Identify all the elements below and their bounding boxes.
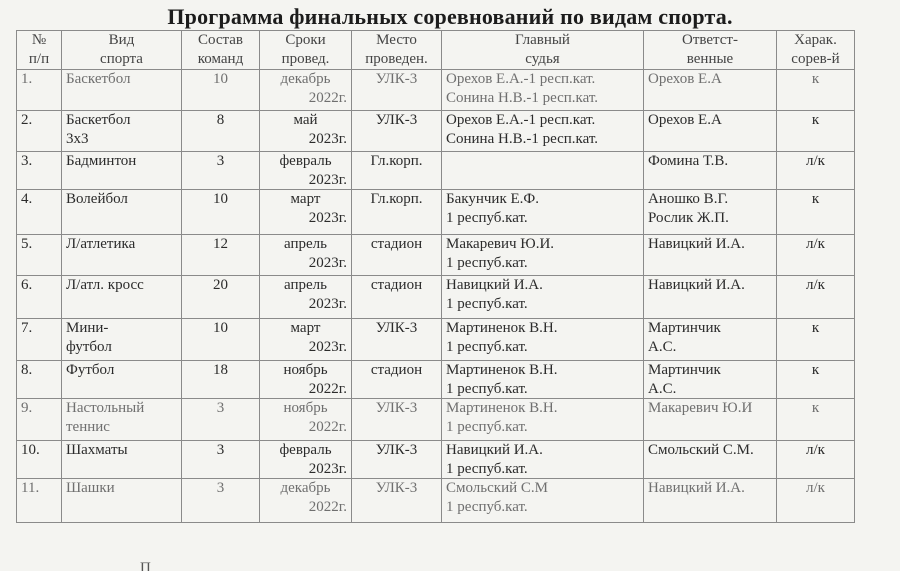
cell-text: ноябрь [283, 362, 328, 378]
cell-text: Сонина Н.В.-1 респ.кат. [446, 130, 599, 147]
cell-responsible [644, 479, 777, 523]
header-text: проведен. [365, 51, 428, 67]
cell-text: март [290, 320, 321, 336]
cell-sport [62, 319, 182, 361]
cell-num: 4. [17, 190, 62, 235]
header-text: судья [525, 51, 560, 67]
cell-dates [260, 235, 352, 276]
header-text: Место [376, 32, 417, 48]
cell-place: Гл.корп. [352, 190, 442, 235]
cell-num: 5. [17, 235, 62, 276]
cell-dates [260, 441, 352, 479]
header-place [352, 31, 442, 70]
cell-text: Сонина Н.В.-1 респ.кат. [446, 89, 599, 106]
cell-text: 2023г. [308, 209, 347, 226]
cell-judge [442, 441, 644, 479]
cell-judge [442, 70, 644, 111]
cell-text: Навицкий И.А. [648, 277, 745, 293]
cell-num: 3. [17, 152, 62, 190]
cell-text: Орехов Е.А [648, 71, 722, 87]
cell-judge [442, 111, 644, 152]
cell-teams: 3 [182, 399, 260, 441]
cell-responsible [644, 111, 777, 152]
cell-teams: 3 [182, 441, 260, 479]
cell-text: 2023г. [308, 460, 347, 477]
cell-text: Аношко В.Г. [648, 191, 729, 207]
cell-judge [442, 152, 644, 190]
cell-place: стадион [352, 276, 442, 319]
table-row [17, 399, 855, 441]
cell-place: Гл.корп. [352, 152, 442, 190]
cell-sport [62, 152, 182, 190]
cell-teams: 18 [182, 361, 260, 399]
cell-dates [260, 190, 352, 235]
cell-num: 2. [17, 111, 62, 152]
cell-text: 1 респуб.кат. [446, 380, 528, 397]
cell-text: 1 респуб.кат. [446, 295, 528, 312]
header-text: Главный [515, 32, 570, 48]
header-sport [62, 31, 182, 70]
cell-text: февраль [279, 442, 332, 458]
header-text: команд [197, 51, 244, 67]
cell-sport [62, 479, 182, 523]
cell-num: 10. [17, 441, 62, 479]
cell-text: ноябрь [283, 400, 328, 416]
cell-sport [62, 235, 182, 276]
cell-text: Шахматы [66, 442, 128, 458]
cell-text: Мини- [66, 320, 109, 336]
header-text: Состав [197, 32, 243, 48]
cell-responsible [644, 441, 777, 479]
cell-place: стадион [352, 361, 442, 399]
cell-judge [442, 319, 644, 361]
cell-type: к [777, 190, 855, 235]
cell-dates [260, 276, 352, 319]
cell-text: Макаревич Ю.И [648, 400, 753, 416]
cell-teams: 8 [182, 111, 260, 152]
table-row [17, 152, 855, 190]
table-row [17, 235, 855, 276]
cell-dates [260, 70, 352, 111]
cell-dates [260, 361, 352, 399]
cell-place: УЛК-3 [352, 319, 442, 361]
cell-text: Макаревич Ю.И. [446, 236, 555, 252]
cell-place: УЛК-3 [352, 441, 442, 479]
cell-sport [62, 276, 182, 319]
cell-num: 11. [17, 479, 62, 523]
cell-judge [442, 276, 644, 319]
cell-text: 2022г. [308, 89, 347, 106]
header-dates [260, 31, 352, 70]
cell-responsible [644, 70, 777, 111]
header-text: п/п [28, 51, 50, 67]
cell-text: Мартинчик [648, 362, 721, 378]
cell-text: 2022г. [308, 418, 347, 435]
header-text: Сроки [285, 32, 326, 48]
cell-sport [62, 441, 182, 479]
table-body [17, 70, 855, 523]
table-row [17, 190, 855, 235]
cell-type: л/к [777, 441, 855, 479]
cell-num: 7. [17, 319, 62, 361]
header-num [17, 31, 62, 70]
cell-text: 1 респуб.кат. [446, 460, 528, 477]
cell-text: Смольский С.М [446, 480, 548, 496]
footer-text: П [140, 560, 151, 571]
cell-sport [62, 111, 182, 152]
header-teams [182, 31, 260, 70]
cell-text: Мартинчик [648, 320, 721, 336]
cell-text: Настольный [66, 400, 145, 416]
header-text: сорев-й [791, 51, 840, 67]
cell-sport [62, 361, 182, 399]
cell-type: к [777, 111, 855, 152]
cell-text: А.С. [648, 338, 677, 355]
table-row [17, 479, 855, 523]
cell-dates [260, 319, 352, 361]
cell-teams: 20 [182, 276, 260, 319]
cell-text: Фомина Т.В. [648, 153, 729, 169]
header-text: Харак. [794, 32, 837, 48]
cell-text: февраль [279, 153, 332, 169]
cell-text: Навицкий И.А. [446, 442, 543, 458]
header-text: провед. [281, 51, 330, 67]
cell-text: Орехов Е.А.-1 респ.кат. [446, 71, 596, 87]
cell-judge [442, 399, 644, 441]
cell-judge [442, 190, 644, 235]
cell-place: УЛК-3 [352, 111, 442, 152]
header-judge [442, 31, 644, 70]
cell-text: 1 респуб.кат. [446, 254, 528, 271]
table-row [17, 111, 855, 152]
cell-dates [260, 111, 352, 152]
cell-place: УЛК-3 [352, 70, 442, 111]
cell-text: Мартиненок В.Н. [446, 320, 558, 336]
cell-teams: 10 [182, 190, 260, 235]
cell-type: л/к [777, 235, 855, 276]
cell-text: Л/атлетика [66, 236, 136, 252]
cell-text: май [293, 112, 318, 128]
cell-text: футбол [66, 338, 112, 355]
table-row [17, 319, 855, 361]
cell-text: Бакунчик Е.Ф. [446, 191, 539, 207]
cell-type: к [777, 319, 855, 361]
cell-text: Футбол [66, 362, 115, 378]
cell-text: Волейбол [66, 191, 128, 207]
competition-schedule-table [16, 30, 855, 523]
cell-responsible [644, 235, 777, 276]
cell-text: 2023г. [308, 130, 347, 147]
cell-text: 1 респуб.кат. [446, 209, 528, 226]
cell-text: март [290, 191, 321, 207]
header-responsible [644, 31, 777, 70]
cell-num: 8. [17, 361, 62, 399]
cell-responsible [644, 399, 777, 441]
cell-place: УЛК-3 [352, 399, 442, 441]
cell-text: Мартиненок В.Н. [446, 400, 558, 416]
cell-dates [260, 479, 352, 523]
cell-judge [442, 479, 644, 523]
cell-text: Л/атл. кросс [66, 277, 144, 293]
header-text: спорта [100, 51, 143, 67]
cell-text: Навицкий И.А. [446, 277, 543, 293]
table-row [17, 361, 855, 399]
cell-text: 1 респуб.кат. [446, 418, 528, 435]
table-row [17, 70, 855, 111]
cell-place: стадион [352, 235, 442, 276]
cell-text: Смольский С.М. [648, 442, 754, 458]
cell-type: к [777, 361, 855, 399]
cell-text: Бадминтон [66, 153, 137, 169]
cell-text: апрель [284, 277, 327, 293]
table-row [17, 441, 855, 479]
cell-teams: 10 [182, 70, 260, 111]
cell-text: 2023г. [308, 171, 347, 188]
cell-type: л/к [777, 152, 855, 190]
cell-text: Баскетбол [66, 71, 131, 87]
header-text: венные [686, 51, 734, 67]
cell-sport [62, 399, 182, 441]
cell-type: к [777, 399, 855, 441]
header-text: № [31, 32, 47, 48]
cell-text: 3х3 [66, 130, 89, 147]
cell-type: к [777, 70, 855, 111]
cell-text: теннис [66, 418, 110, 435]
cell-type: л/к [777, 276, 855, 319]
cell-text: декабрь [280, 480, 331, 496]
cell-text: Мартиненок В.Н. [446, 362, 558, 378]
header-text: Ответст- [682, 32, 738, 48]
cell-sport [62, 190, 182, 235]
cell-text: 1 респуб.кат. [446, 338, 528, 355]
table-row [17, 276, 855, 319]
cell-place: УЛК-3 [352, 479, 442, 523]
cell-text: 2023г. [308, 254, 347, 271]
cell-text: Орехов Е.А [648, 112, 722, 128]
cell-text: 2023г. [308, 295, 347, 312]
header-text: Вид [108, 32, 135, 48]
cell-text: 2023г. [308, 338, 347, 355]
cell-responsible [644, 190, 777, 235]
cell-text: апрель [284, 236, 327, 252]
cell-teams: 10 [182, 319, 260, 361]
cell-teams: 3 [182, 152, 260, 190]
cell-text: 2022г. [308, 498, 347, 515]
cell-dates [260, 152, 352, 190]
cell-teams: 3 [182, 479, 260, 523]
cell-judge [442, 361, 644, 399]
cell-responsible [644, 319, 777, 361]
header-row [17, 31, 855, 70]
cell-text: Рослик Ж.П. [648, 209, 729, 226]
cell-responsible [644, 276, 777, 319]
document-title: Программа финальных соревнований по видам спорта. [167, 4, 733, 29]
cell-text: Навицкий И.А. [648, 236, 745, 252]
cell-text: декабрь [280, 71, 331, 87]
cell-text: 1 респуб.кат. [446, 498, 528, 515]
cell-type: л/к [777, 479, 855, 523]
cell-num: 9. [17, 399, 62, 441]
cell-text: Навицкий И.А. [648, 480, 745, 496]
cell-text: А.С. [648, 380, 677, 397]
cell-judge [442, 235, 644, 276]
cell-teams: 12 [182, 235, 260, 276]
header-type [777, 31, 855, 70]
cell-responsible [644, 361, 777, 399]
cell-dates [260, 399, 352, 441]
cell-text: Орехов Е.А.-1 респ.кат. [446, 112, 596, 128]
cell-num: 6. [17, 276, 62, 319]
cell-text: Баскетбол [66, 112, 131, 128]
cell-text: 2022г. [308, 380, 347, 397]
cell-responsible [644, 152, 777, 190]
cell-sport [62, 70, 182, 111]
cell-num: 1. [17, 70, 62, 111]
cell-text: Шашки [66, 480, 115, 496]
